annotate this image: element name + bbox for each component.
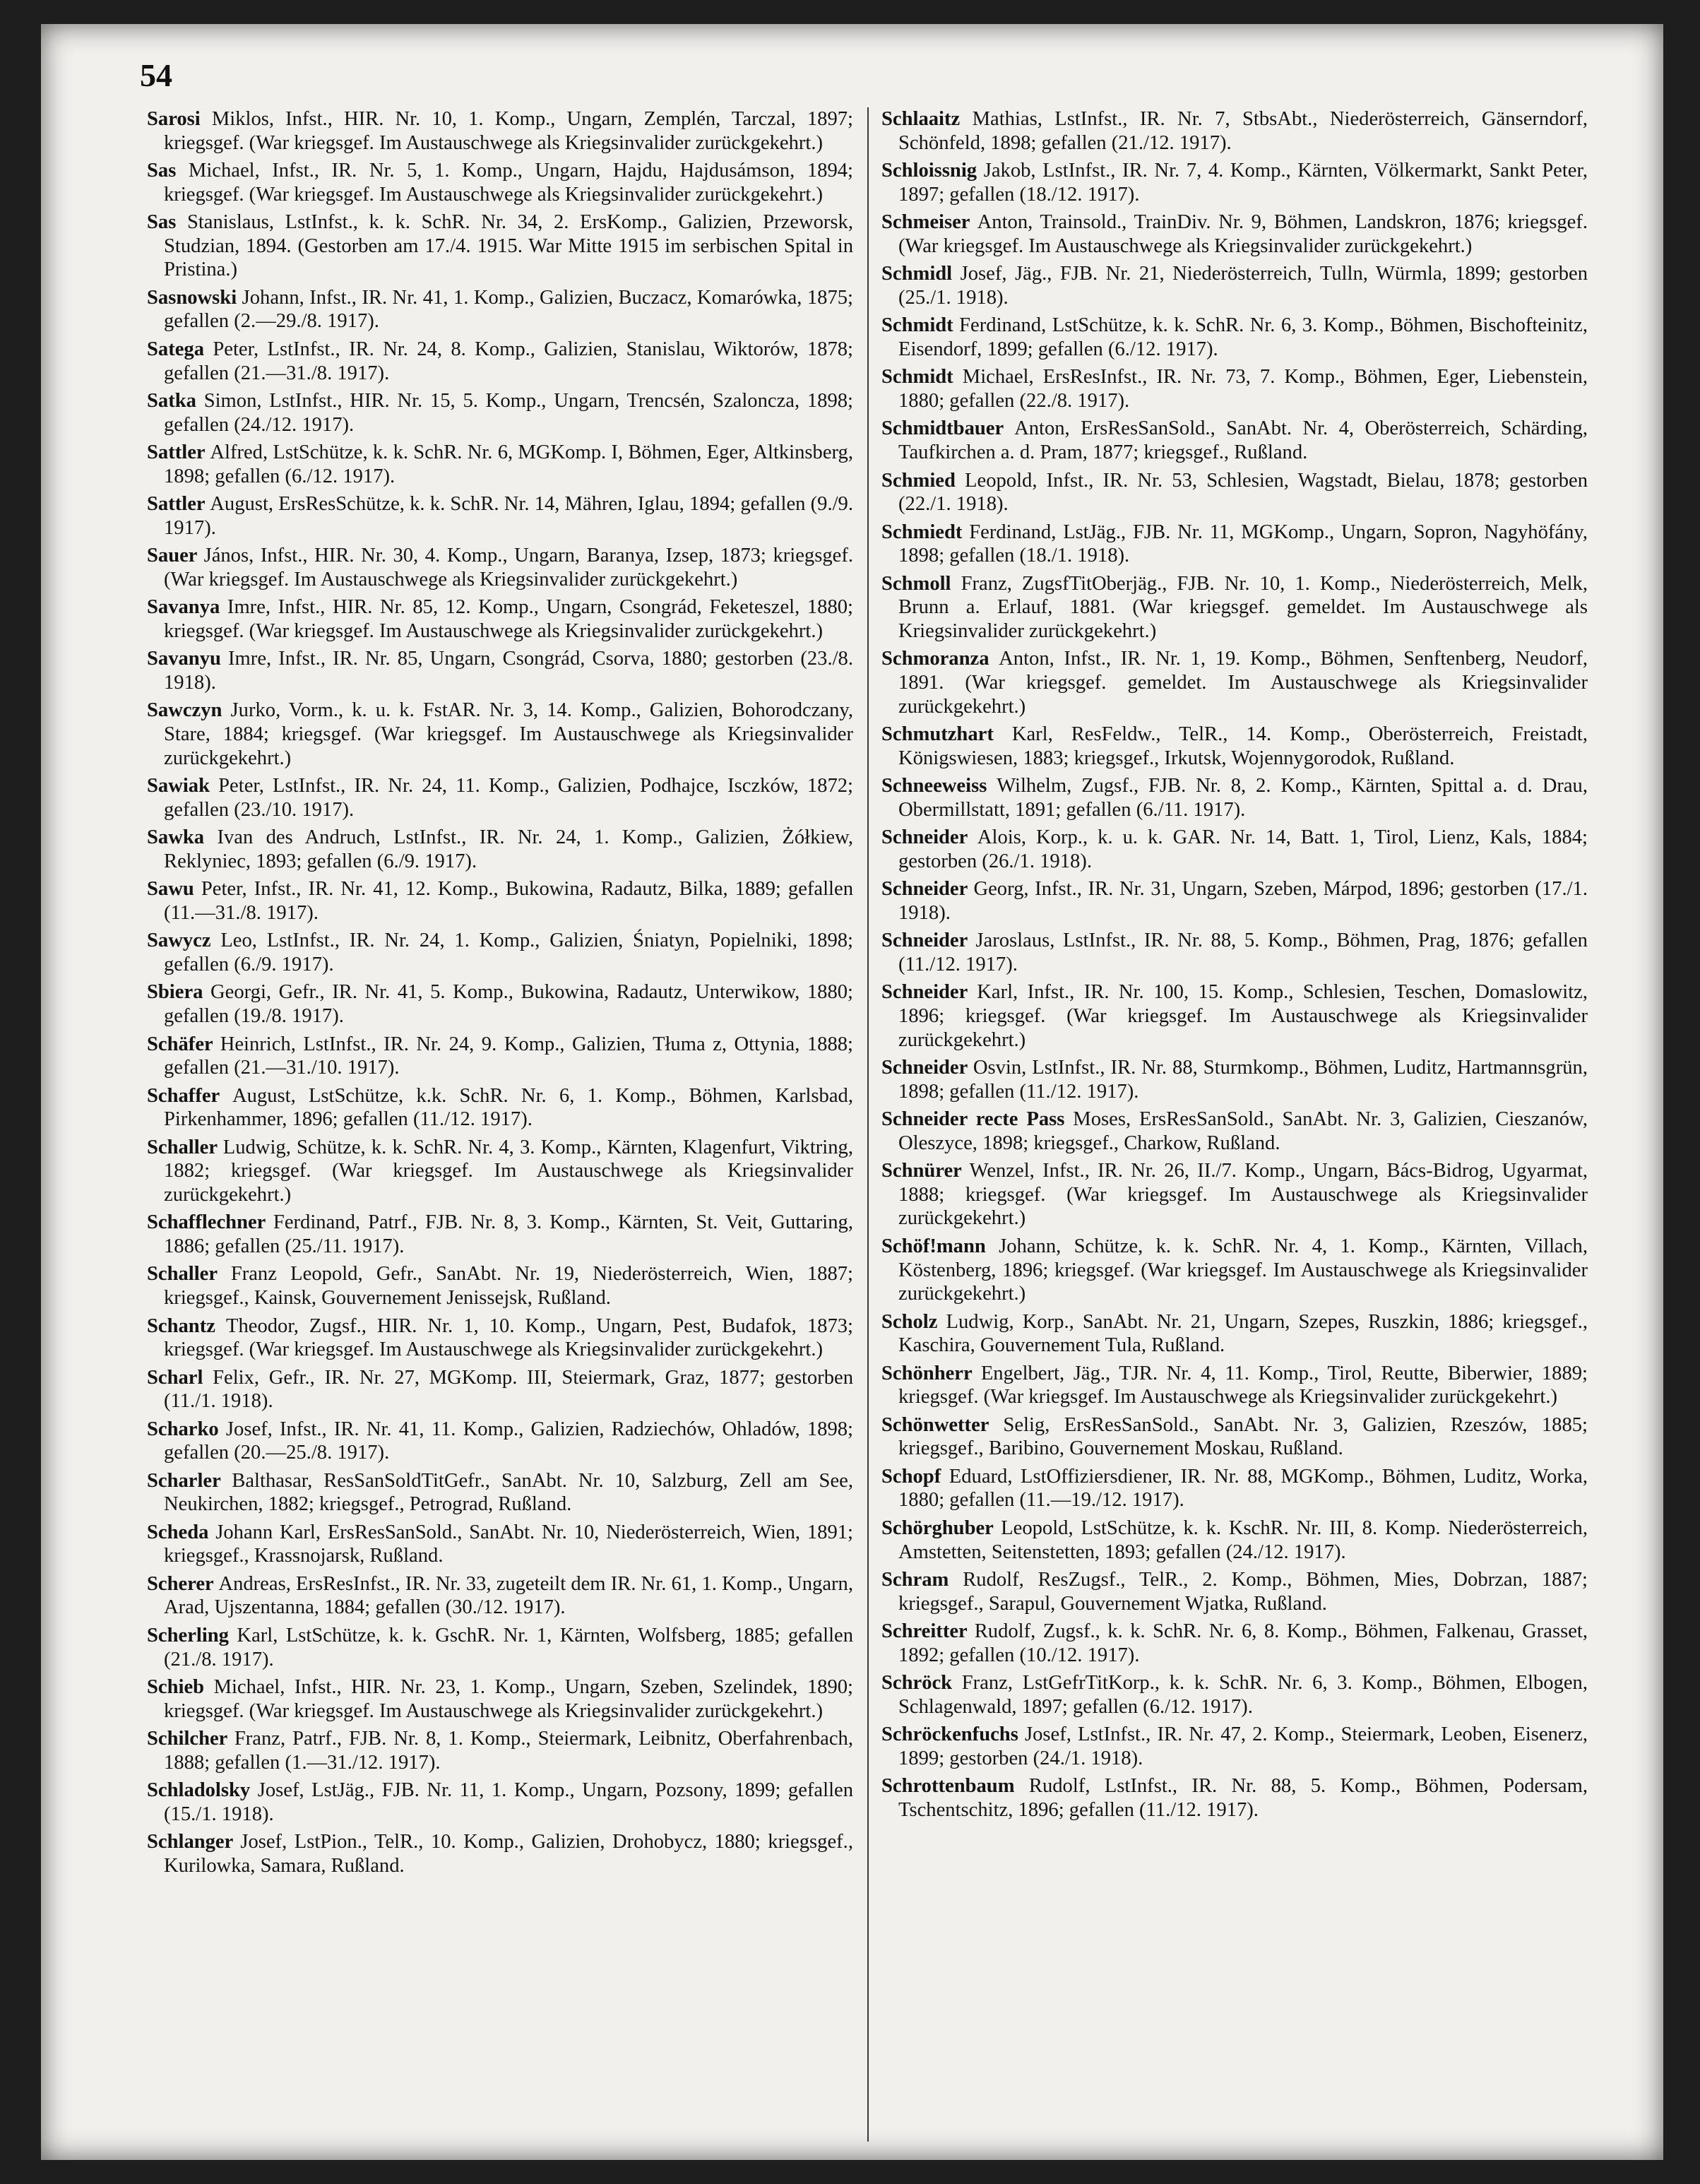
entry-details: Moses, ErsResSanSold., SanAbt. Nr. 3, Galizien, Cieszanów, Oleszyce, 1898; kriegsgef., Charkow, Rußland. xyxy=(898,1108,1588,1154)
entry-details: Felix, Gefr., IR. Nr. 27, MGKomp. III, Steiermark, Graz, 1877; gestorben (11./1. 1918). xyxy=(164,1366,853,1413)
entry-surname: Sas xyxy=(147,160,177,182)
entry-surname: Schloissnig xyxy=(881,160,977,182)
entry-surname: Sawycz xyxy=(147,930,211,952)
list-entry xyxy=(147,1572,853,1620)
entry-surname: Schmidtbauer xyxy=(881,417,1004,440)
entry-details: Josef, Jäg., FJB. Nr. 21, Niederösterreich, Tulln, Würmla, 1899; gestorben (25./1. 1918). xyxy=(898,263,1588,309)
entry-details: Simon, LstInfst., HIR. Nr. 15, 5. Komp., Ungarn, Trencsén, Szaloncza, 1898; gefallen (24./12. 1917). xyxy=(164,389,853,436)
entry-details: Rudolf, LstInfst., IR. Nr. 88, 5. Komp., Böhmen, Podersam, Tschentschitz, 1896; gefallen (11./12. 1917). xyxy=(898,1775,1588,1821)
list-entry xyxy=(147,1418,853,1465)
entry-details: Imre, Infst., HIR. Nr. 85, 12. Komp., Ungarn, Csongrád, Feketeszel, 1880; kriegsgef. (War kriegsgef. Im Austauschwege als Kriegsinvalider zurückgekehrt.) xyxy=(164,596,853,642)
entry-details: Ivan des Andruch, LstInfst., IR. Nr. 24, 1. Komp., Galizien, Żółkiew, Reklyniec, 1893; gefallen (6./9. 1917). xyxy=(164,826,853,872)
entry-details: Eduard, LstOffiziersdiener, IR. Nr. 88, MGKomp., Böhmen, Luditz, Worka, 1880; gefallen (11.—19./12. 1917). xyxy=(898,1465,1588,1512)
list-entry xyxy=(147,699,853,770)
entry-details: Ludwig, Schütze, k. k. SchR. Nr. 4, 3. Komp., Kärnten, Klagenfurt, Viktring, 1882; kriegsgef. (War kriegsgef. Im Austauschwege als Kriegsinvalider zurückgekehrt.) xyxy=(164,1136,853,1206)
left-column xyxy=(147,107,853,1882)
list-entry xyxy=(881,107,1588,155)
list-entry xyxy=(147,1624,853,1671)
entry-details: Mathias, LstInfst., IR. Nr. 7, StbsAbt., Niederösterreich, Gänserndorf, Schönfeld, 1898; gefallen (21./12. 1917). xyxy=(898,108,1588,154)
entry-details: Ferdinand, LstJäg., FJB. Nr. 11, MGKomp., Ungarn, Sopron, Nagyhöfány, 1898; gefallen (18./1. 1918). xyxy=(898,521,1588,567)
entry-surname: Scharko xyxy=(147,1418,219,1440)
entry-details: Leo, LstInfst., IR. Nr. 24, 1. Komp., Galizien, Śniatyn, Popielniki, 1898; gefallen (6./9. 1917). xyxy=(164,930,853,975)
entry-details: Miklos, Infst., HIR. Nr. 10, 1. Komp., Ungarn, Zemplén, Tarczal, 1897; kriegsgef. (War kriegsgef. Im Austauschwege als Kriegsinvalider zurückgekehrt.) xyxy=(164,108,853,154)
list-entry xyxy=(881,826,1588,873)
list-entry xyxy=(147,595,853,643)
entry-details: Peter, LstInfst., IR. Nr. 24, 8. Komp., Galizien, Stanislau, Wiktorów, 1878; gefallen (21.—31./8. 1917). xyxy=(164,338,853,384)
list-entry xyxy=(147,1366,853,1413)
entry-details: Georg, Infst., IR. Nr. 31, Ungarn, Szeben, Márpod, 1896; gestorben (17./1. 1918). xyxy=(898,878,1588,924)
entry-details: Leopold, LstSchütze, k. k. KschR. Nr. III, 8. Komp. Niederösterreich, Amstetten, Seitenstetten, 1893; gefallen (24./12. 1917). xyxy=(898,1517,1588,1563)
entry-surname: Scharl xyxy=(147,1366,203,1389)
list-entry xyxy=(881,1362,1588,1409)
list-entry xyxy=(881,210,1588,258)
list-entry xyxy=(147,1727,853,1774)
entry-surname: Schram xyxy=(881,1569,949,1591)
list-entry xyxy=(881,774,1588,821)
list-entry xyxy=(881,929,1588,976)
entry-surname: Savanyu xyxy=(147,648,221,670)
entry-surname: Scherer xyxy=(147,1572,214,1595)
entry-details: Rudolf, Zugsf., k. k. SchR. Nr. 6, 8. Komp., Böhmen, Falkenau, Grasset, 1892; gefallen (10./12. 1917). xyxy=(898,1620,1588,1666)
list-entry xyxy=(147,1262,853,1310)
list-entry xyxy=(881,980,1588,1052)
list-entry xyxy=(881,1774,1588,1822)
entry-surname: Schieb xyxy=(147,1676,205,1699)
list-entry xyxy=(147,1033,853,1080)
list-entry xyxy=(147,929,853,976)
entry-surname: Sawka xyxy=(147,826,205,849)
entry-details: Franz, ZugsfTitOberjäg., FJB. Nr. 10, 1. Komp., Niederösterreich, Melk, Brunn a. Erlauf, 1881. (War kriegsgef. gemeldet. Im Austauschwege als Kriegsinvalider zurückgekehrt.) xyxy=(898,572,1588,642)
list-entry xyxy=(147,107,853,155)
entry-details: Johann Karl, ErsResSanSold., SanAbt. Nr. 10, Niederösterreich, Wien, 1891; kriegsgef., Krassnojarsk, Rußland. xyxy=(164,1521,853,1567)
entry-details: Karl, Infst., IR. Nr. 100, 15. Komp., Schlesien, Teschen, Domaslowitz, 1896; kriegsgef. (War kriegsgef. Im Austauschwege als Kriegsinvalider zurückgekehrt.) xyxy=(898,981,1588,1051)
entry-surname: Scheda xyxy=(147,1521,209,1543)
entry-details: Ferdinand, Patrf., FJB. Nr. 8, 3. Komp., Kärnten, St. Veit, Guttaring, 1886; gefallen (25./11. 1917). xyxy=(164,1211,853,1257)
entry-details: Georgi, Gefr., IR. Nr. 41, 5. Komp., Bukowina, Radautz, Unterwikow, 1880; gefallen (19./8. 1917). xyxy=(164,981,853,1028)
column-divider xyxy=(867,107,869,2142)
list-entry xyxy=(147,544,853,591)
entry-details: Johann, Schütze, k. k. SchR. Nr. 4, 1. Komp., Kärnten, Villach, Köstenberg, 1896; kriegsgef. (War kriegsgef. Im Austauschwege als Kriegsinvalider zurückgekehrt.) xyxy=(898,1235,1588,1305)
list-entry xyxy=(881,1413,1588,1461)
entry-surname: Sattler xyxy=(147,441,206,464)
entry-surname: Schneeweiss xyxy=(881,775,987,797)
entry-surname: Schmidl xyxy=(881,263,953,285)
entry-details: Michael, ErsResInfst., IR. Nr. 73, 7. Komp., Böhmen, Eger, Liebenstein, 1880; gefallen (22./8. 1917). xyxy=(898,366,1588,412)
entry-surname: Schmutzhart xyxy=(881,723,994,746)
entry-details: Michael, Infst., IR. Nr. 5, 1. Komp., Ungarn, Hajdu, Hajdusámson, 1894; kriegsgef. (War kriegsgef. Im Austauschwege als Kriegsinvalider zurückgekehrt.) xyxy=(164,160,853,206)
entry-details: Alfred, LstSchütze, k. k. SchR. Nr. 6, MGKomp. I, Böhmen, Eger, Altkinsberg, 1898; gefallen (6./12. 1917). xyxy=(164,441,853,487)
entry-surname: Schmied xyxy=(881,469,956,492)
document-page xyxy=(41,24,1663,2160)
entry-details: Anton, Infst., IR. Nr. 1, 19. Komp., Böhmen, Senftenberg, Neudorf, 1891. (War kriegsgef. gemeldet. Im Austauschwege als Kriegsinvalider zurückgekehrt.) xyxy=(898,648,1588,718)
list-entry xyxy=(881,1517,1588,1564)
list-entry xyxy=(881,1568,1588,1615)
list-entry xyxy=(147,1211,853,1258)
entry-surname: Schröckenfuchs xyxy=(881,1723,1018,1746)
entry-surname: Sarosi xyxy=(147,108,201,130)
entry-surname: Schneider xyxy=(881,981,968,1004)
entry-details: Rudolf, ResZugsf., TelR., 2. Komp., Böhmen, Mies, Dobrzan, 1887; kriegsgef., Sarapul, Gouvernement Wjatka, Rußland. xyxy=(898,1569,1588,1615)
entry-details: Imre, Infst., IR. Nr. 85, Ungarn, Csongrád, Csorva, 1880; gestorben (23./8. 1918). xyxy=(164,648,853,694)
list-entry xyxy=(881,159,1588,206)
page-number: 54 xyxy=(140,57,172,93)
entry-surname: Schneider xyxy=(881,878,968,901)
entry-details: Franz, LstGefrTitKorp., k. k. SchR. Nr. 6, 3. Komp., Böhmen, Elbogen, Schlagenwald, 1897; gefallen (6./12. 1917). xyxy=(898,1672,1588,1718)
entry-surname: Schönherr xyxy=(881,1362,973,1384)
entry-surname: Schmoll xyxy=(881,572,951,595)
entry-details: Engelbert, Jäg., TJR. Nr. 4, 11. Komp., Tirol, Reutte, Biberwier, 1889; kriegsgef. (War kriegsgef. Im Austauschwege als Kriegsinvalider zurückgekehrt.) xyxy=(898,1362,1588,1408)
entry-surname: Schrottenbaum xyxy=(881,1775,1015,1798)
entry-details: August, LstSchütze, k.k. SchR. Nr. 6, 1. Komp., Böhmen, Karlsbad, Pirkenhammer, 1896; gefallen (11./12. 1917). xyxy=(164,1084,853,1131)
entry-surname: Schafflechner xyxy=(147,1211,266,1234)
entry-details: Selig, ErsResSanSold., SanAbt. Nr. 3, Galizien, Rzeszów, 1885; kriegsgef., Baribino, Gouvernement Moskau, Rußland. xyxy=(898,1413,1588,1460)
list-entry xyxy=(881,1310,1588,1358)
list-entry xyxy=(881,1723,1588,1770)
list-entry xyxy=(147,338,853,385)
entry-surname: Schmidt xyxy=(881,314,953,337)
list-entry xyxy=(147,826,853,873)
list-entry xyxy=(147,1521,853,1568)
entry-surname: Schilcher xyxy=(147,1728,227,1750)
entry-surname: Schmiedt xyxy=(881,521,963,543)
entry-surname: Sauer xyxy=(147,545,197,567)
entry-details: Peter, Infst., IR. Nr. 41, 12. Komp., Bukowina, Radautz, Bilka, 1889; gefallen (11.—31./8. 1917). xyxy=(164,878,853,924)
entry-surname: Schmeiser xyxy=(881,211,970,234)
entry-details: Karl, LstSchütze, k. k. GschR. Nr. 1, Kärnten, Wolfsberg, 1885; gefallen (21./8. 1917). xyxy=(164,1624,853,1670)
entry-surname: Schlaaitz xyxy=(881,108,961,130)
entry-details: János, Infst., HIR. Nr. 30, 4. Komp., Ungarn, Baranya, Izsep, 1873; kriegsgef. (War kriegsgef. Im Austauschwege als Kriegsinvalider zurückgekehrt.) xyxy=(164,545,853,590)
list-entry xyxy=(881,1159,1588,1230)
list-entry xyxy=(147,492,853,540)
entry-surname: Schladolsky xyxy=(147,1779,251,1802)
entry-surname: Schreitter xyxy=(881,1620,968,1643)
list-entry xyxy=(881,262,1588,309)
entry-details: Franz, Patrf., FJB. Nr. 8, 1. Komp., Steiermark, Leibnitz, Oberfahrenbach, 1888; gefallen (1.—31./12. 1917). xyxy=(164,1728,853,1774)
entry-details: Anton, ErsResSanSold., SanAbt. Nr. 4, Oberösterreich, Schärding, Taufkirchen a. d. Pram, 1877; kriegsgef., Rußland. xyxy=(898,417,1588,464)
entry-surname: Schnürer xyxy=(881,1160,962,1182)
entry-surname: Scharler xyxy=(147,1469,221,1492)
entry-surname: Schönwetter xyxy=(881,1413,989,1436)
entry-details: Stanislaus, LstInfst., k. k. SchR. Nr. 34, 2. ErsKomp., Galizien, Przeworsk, Studzian, 1894. (Gestorben am 17./4. 1915. War Mitte 1915 im serbischen Spital in Pristina.) xyxy=(164,211,853,281)
list-entry xyxy=(881,877,1588,925)
entry-details: Jurko, Vorm., k. u. k. FstAR. Nr. 3, 14. Komp., Galizien, Bohorodczany, Stare, 1884; kriegsgef. (War kriegsgef. Im Austauschwege als Kriegsinvalider zurückgekehrt.) xyxy=(164,699,853,769)
entry-details: Peter, LstInfst., IR. Nr. 24, 11. Komp., Galizien, Podhajce, Isczków, 1872; gefallen (23./10. 1917). xyxy=(164,775,853,821)
entry-surname: Sattler xyxy=(147,493,206,516)
entry-details: Leopold, Infst., IR. Nr. 53, Schlesien, Wagstadt, Bielau, 1878; gestorben (22./1. 1918). xyxy=(898,469,1588,516)
list-entry xyxy=(147,980,853,1028)
entry-details: Josef, LstJäg., FJB. Nr. 11, 1. Komp., Ungarn, Pozsony, 1899; gefallen (15./1. 1918). xyxy=(164,1779,854,1825)
list-entry xyxy=(147,1136,853,1207)
entry-details: Theodor, Zugsf., HIR. Nr. 1, 10. Komp., Ungarn, Pest, Budafok, 1873; kriegsgef. (War kriegsgef. Im Austauschwege als Kriegsinvalider zurückgekehrt.) xyxy=(164,1314,853,1361)
entry-details: August, ErsResSchütze, k. k. SchR. Nr. 14, Mähren, Iglau, 1894; gefallen (9./9. 1917). xyxy=(164,493,853,539)
entry-surname: Sawu xyxy=(147,878,194,901)
right-column xyxy=(881,107,1588,1826)
list-entry xyxy=(147,1469,853,1517)
entry-surname: Savanya xyxy=(147,596,220,619)
list-entry xyxy=(881,1108,1588,1155)
entry-details: Osvin, LstInfst., IR. Nr. 88, Sturmkomp., Böhmen, Luditz, Hartmannsgrün, 1898; gefallen (11./12. 1917). xyxy=(898,1057,1588,1103)
entry-surname: Schantz xyxy=(147,1314,215,1337)
entry-surname: Satka xyxy=(147,389,196,412)
entry-surname: Sbiera xyxy=(147,981,203,1004)
list-entry xyxy=(881,365,1588,413)
entry-details: Wenzel, Infst., IR. Nr. 26, II./7. Komp., Ungarn, Bács-Bidrog, Ugyarmat, 1888; kriegsgef. (War kriegsgef. Im Austauschwege als Kriegsinvalider zurückgekehrt.) xyxy=(898,1160,1588,1230)
entry-details: Wilhelm, Zugsf., FJB. Nr. 8, 2. Komp., Kärnten, Spittal a. d. Drau, Obermillstatt, 1891; gefallen (6./11. 1917). xyxy=(898,775,1588,821)
entry-details: Josef, LstPion., TelR., 10. Komp., Galizien, Drohobycz, 1880; kriegsgef., Kurilowka, Samara, Rußland. xyxy=(164,1831,853,1877)
list-entry xyxy=(147,1314,853,1362)
entry-details: Josef, LstInfst., IR. Nr. 47, 2. Komp., Steiermark, Leoben, Eisenerz, 1899; gestorben (24./1. 1918). xyxy=(898,1723,1588,1769)
list-entry xyxy=(147,441,853,488)
entry-details: Balthasar, ResSanSoldTitGefr., SanAbt. Nr. 10, Salzburg, Zell am See, Neukirchen, 1882; kriegsgef., Petrograd, Rußland. xyxy=(164,1469,853,1516)
entry-details: Ludwig, Korp., SanAbt. Nr. 21, Ungarn, Szepes, Ruszkin, 1886; kriegsgef., Kaschira, Gouvernement Tula, Rußland. xyxy=(898,1310,1588,1357)
list-entry xyxy=(881,1620,1588,1667)
entry-details: Johann, Infst., IR. Nr. 41, 1. Komp., Galizien, Buczacz, Komarówka, 1875; gefallen (2.—29./8. 1917). xyxy=(164,286,853,333)
entry-surname: Schaller xyxy=(147,1136,218,1158)
entry-surname: Schmoranza xyxy=(881,648,989,670)
list-entry xyxy=(147,389,853,437)
entry-surname: Schneider xyxy=(881,1057,968,1079)
list-entry xyxy=(147,647,853,694)
entry-surname: Schlanger xyxy=(147,1831,233,1853)
entry-surname: Schneider xyxy=(881,826,968,849)
entry-surname: Sasnowski xyxy=(147,286,237,309)
list-entry xyxy=(881,521,1588,568)
entry-surname: Sawiak xyxy=(147,775,210,797)
list-entry xyxy=(147,286,853,333)
entry-details: Karl, ResFeldw., TelR., 14. Komp., Oberösterreich, Freistadt, Königswiesen, 1883; kriegsgef., Irkutsk, Wojennygorodok, Rußland. xyxy=(898,723,1588,769)
entry-surname: Scholz xyxy=(881,1310,938,1333)
entry-details: Michael, Infst., HIR. Nr. 23, 1. Komp., Ungarn, Szeben, Szelindek, 1890; kriegsgef. (War kriegsgef. Im Austauschwege als Kriegsinvalider zurückgekehrt.) xyxy=(164,1676,853,1722)
list-entry xyxy=(147,1779,853,1826)
entry-details: Anton, Trainsold., TrainDiv. Nr. 9, Böhmen, Landskron, 1876; kriegsgef. (War kriegsgef. Im Austauschwege als Kriegsinvalider zurückgekehrt.) xyxy=(898,211,1588,257)
entry-details: Ferdinand, LstSchütze, k. k. SchR. Nr. 6, 3. Komp., Böhmen, Bischofteinitz, Eisendorf, 1899; gefallen (6./12. 1917). xyxy=(898,314,1588,360)
entry-details: Jakob, LstInfst., IR. Nr. 7, 4. Komp., Kärnten, Völkermarkt, Sankt Peter, 1897; gefallen (18./12. 1917). xyxy=(898,160,1588,206)
list-entry xyxy=(147,877,853,925)
list-entry xyxy=(881,647,1588,718)
list-entry xyxy=(881,723,1588,770)
entry-surname: Schmidt xyxy=(881,366,953,388)
entry-surname: Schopf xyxy=(881,1465,941,1488)
entry-surname: Satega xyxy=(147,338,205,360)
entry-surname: Schaller xyxy=(147,1263,218,1286)
list-entry xyxy=(147,159,853,206)
entry-surname: Schöf!mann xyxy=(881,1235,986,1257)
entry-surname: Schneider xyxy=(881,930,968,952)
list-entry xyxy=(881,1235,1588,1306)
list-entry xyxy=(147,1830,853,1877)
list-entry xyxy=(881,417,1588,464)
entry-surname: Schröck xyxy=(881,1672,953,1695)
entry-surname: Schaffer xyxy=(147,1084,220,1107)
list-entry xyxy=(147,1675,853,1723)
list-entry xyxy=(147,774,853,821)
entry-details: Andreas, ErsResInfst., IR. Nr. 33, zugeteilt dem IR. Nr. 61, 1. Komp., Ungarn, Arad, Ujszentanna, 1884; gefallen (30./12. 1917). xyxy=(164,1572,853,1619)
entry-details: Franz Leopold, Gefr., SanAbt. Nr. 19, Niederösterreich, Wien, 1887; kriegsgef., Kainsk, Gouvernement Jenissejsk, Rußland. xyxy=(164,1263,853,1310)
entry-surname: Schneider recte Pass xyxy=(881,1108,1065,1131)
list-entry xyxy=(147,1084,853,1132)
entry-details: Jaroslaus, LstInfst., IR. Nr. 88, 5. Komp., Böhmen, Prag, 1876; gefallen (11./12. 1917). xyxy=(898,930,1588,975)
list-entry xyxy=(881,1671,1588,1719)
entry-surname: Sawczyn xyxy=(147,699,222,722)
list-entry xyxy=(881,572,1588,643)
list-entry xyxy=(881,1465,1588,1512)
entry-surname: Sas xyxy=(147,211,177,234)
list-entry xyxy=(881,469,1588,516)
entry-details: Heinrich, LstInfst., IR. Nr. 24, 9. Komp., Galizien, Tłuma z, Ottynia, 1888; gefallen (21.—31./10. 1917). xyxy=(164,1033,853,1079)
entry-surname: Scherling xyxy=(147,1624,229,1646)
list-entry xyxy=(881,314,1588,361)
list-entry xyxy=(147,210,853,282)
entry-details: Josef, Infst., IR. Nr. 41, 11. Komp., Galizien, Radziechów, Ohladów, 1898; gefallen (20.—25./8. 1917). xyxy=(164,1418,853,1464)
entry-surname: Schäfer xyxy=(147,1033,213,1055)
entry-details: Alois, Korp., k. u. k. GAR. Nr. 14, Batt. 1, Tirol, Lienz, Kals, 1884; gestorben (26./1. 1918). xyxy=(898,826,1588,872)
entry-surname: Schörghuber xyxy=(881,1517,994,1539)
list-entry xyxy=(881,1056,1588,1103)
